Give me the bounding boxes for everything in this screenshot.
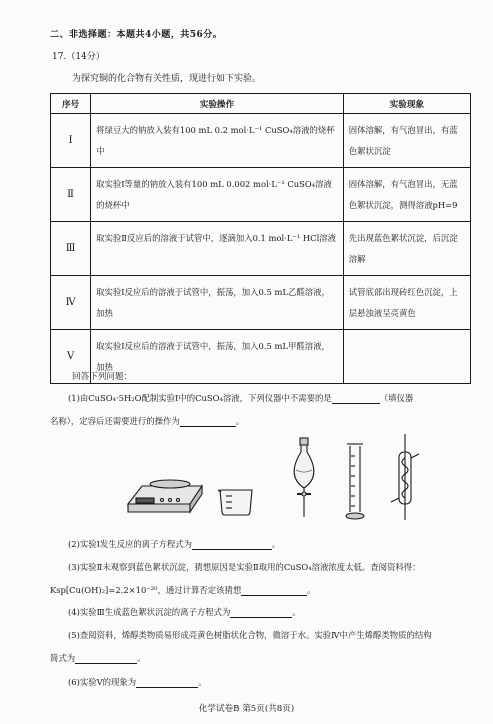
period: 。: [235, 416, 245, 426]
question-1-line-1: [68, 392, 478, 404]
condenser-icon: [391, 434, 419, 520]
question-1-line-2: [50, 415, 244, 427]
table-row: [51, 114, 471, 168]
question-3-line-2: [50, 584, 316, 596]
row-index: Ⅲ: [51, 222, 91, 276]
question-1-text-end: （填仪器: [379, 393, 414, 403]
row-index: Ⅴ: [51, 330, 91, 384]
table-row: [51, 222, 471, 276]
period: 。: [272, 539, 281, 549]
period: 。: [198, 677, 207, 687]
experiment-table: [50, 93, 471, 384]
row-index: Ⅳ: [51, 276, 91, 330]
row-observation: [343, 330, 470, 384]
balance-icon: [128, 480, 202, 512]
question-4: [68, 606, 301, 618]
question-5-line-1: (5)查阅资料，烯醇类物质易形成亮黄色树脂状化合物，微溶于水。实验Ⅳ中产生烯醇类物质的结构: [68, 630, 432, 640]
question-6: [68, 676, 207, 688]
question-2-text: (2)实验Ⅰ发生反应的离子方程式为: [68, 539, 193, 549]
header-index: 序号: [51, 94, 91, 114]
beaker-icon: [218, 490, 252, 515]
row-operation: 取实验Ⅱ反应后的溶液于试管中，逐滴加入0.1 mol·L⁻¹ HCl溶液: [91, 222, 344, 276]
table-header-row: [51, 94, 471, 114]
row-observation: 先出现蓝色絮状沉淀，后沉淀溶解: [343, 222, 470, 276]
row-observation: 固体溶解，有气泡冒出，有蓝色絮状沉淀: [343, 114, 470, 168]
row-operation: 取实验Ⅰ等量的钠放入装有100 mL 0.002 mol·L⁻¹ CuSO₄溶液的烧杯中: [91, 168, 344, 222]
answer-blank: [230, 607, 292, 618]
question-number: 17.（14分）: [52, 52, 105, 62]
question-1-text-2: 名称），定容后还需要进行的操作为: [50, 416, 180, 426]
answer-prompt: 回答下列问题：: [72, 372, 133, 382]
equipment-illustration: [120, 432, 450, 522]
question-3-text-2: Ksp[Cu(OH)₂]=2.2×10⁻²⁰，通过计算否定该猜想: [50, 585, 242, 595]
separatory-funnel-icon: [294, 438, 314, 517]
question-1-text: (1)由CuSO₄·5H₂O配制实验Ⅰ中的CuSO₄溶液，下列仪器中不需要的是: [68, 393, 332, 403]
graduated-cylinder-icon: [346, 444, 364, 519]
answer-blank: [180, 416, 236, 427]
answer-blank: [241, 585, 307, 596]
row-index: Ⅱ: [51, 168, 91, 222]
answer-blank: [192, 539, 272, 550]
row-operation: 取实验Ⅰ反应后的溶液于试管中，振荡，加入0.5 mL乙醛溶液，加热: [91, 276, 344, 330]
row-index: Ⅰ: [51, 114, 91, 168]
question-2: [68, 538, 280, 550]
row-observation: 固体溶解，有气泡冒出，无蓝色絮状沉淀，测得溶液pH=9: [343, 168, 470, 222]
question-intro: 为探究铜的化合物有关性质，现进行如下实验。: [72, 74, 262, 84]
row-operation: 取实验Ⅰ反应后的溶液于试管中，振荡，加入0.5 mL甲醛溶液，加热: [91, 330, 344, 384]
period: 。: [307, 585, 316, 595]
header-operation: 实验操作: [91, 94, 344, 114]
answer-blank: [136, 677, 198, 688]
table-row: [51, 168, 471, 222]
period: 。: [292, 607, 301, 617]
table-row: [51, 276, 471, 330]
period: 。: [137, 653, 146, 663]
question-3-line-1: (3)实验Ⅱ未观察到蓝色絮状沉淀，猜想原因是实验Ⅱ取用的CuSO₄溶液浓度太低。查阅资料得：: [68, 562, 421, 572]
question-6-text: (6)实验Ⅴ的现象为: [68, 677, 137, 687]
question-5-line-2: [50, 652, 146, 664]
answer-blank: [75, 653, 137, 664]
question-4-text: (4)实验Ⅲ生成蓝色絮状沉淀的离子方程式为: [68, 607, 231, 617]
question-5-text-2: 简式为: [50, 653, 76, 663]
section-title: 二、非选择题：本题共4小题，共56分。: [50, 30, 223, 40]
answer-blank: [332, 393, 380, 404]
header-observation: 实验现象: [343, 94, 470, 114]
row-operation: 将绿豆大的钠放入装有100 mL 0.2 mol·L⁻¹ CuSO₄溶液的烧杯中: [91, 114, 344, 168]
page-footer: 化学试卷B 第5页(共8页): [198, 704, 295, 714]
row-observation: 试管底部出现砖红色沉淀，上层悬浊液呈亮黄色: [343, 276, 470, 330]
